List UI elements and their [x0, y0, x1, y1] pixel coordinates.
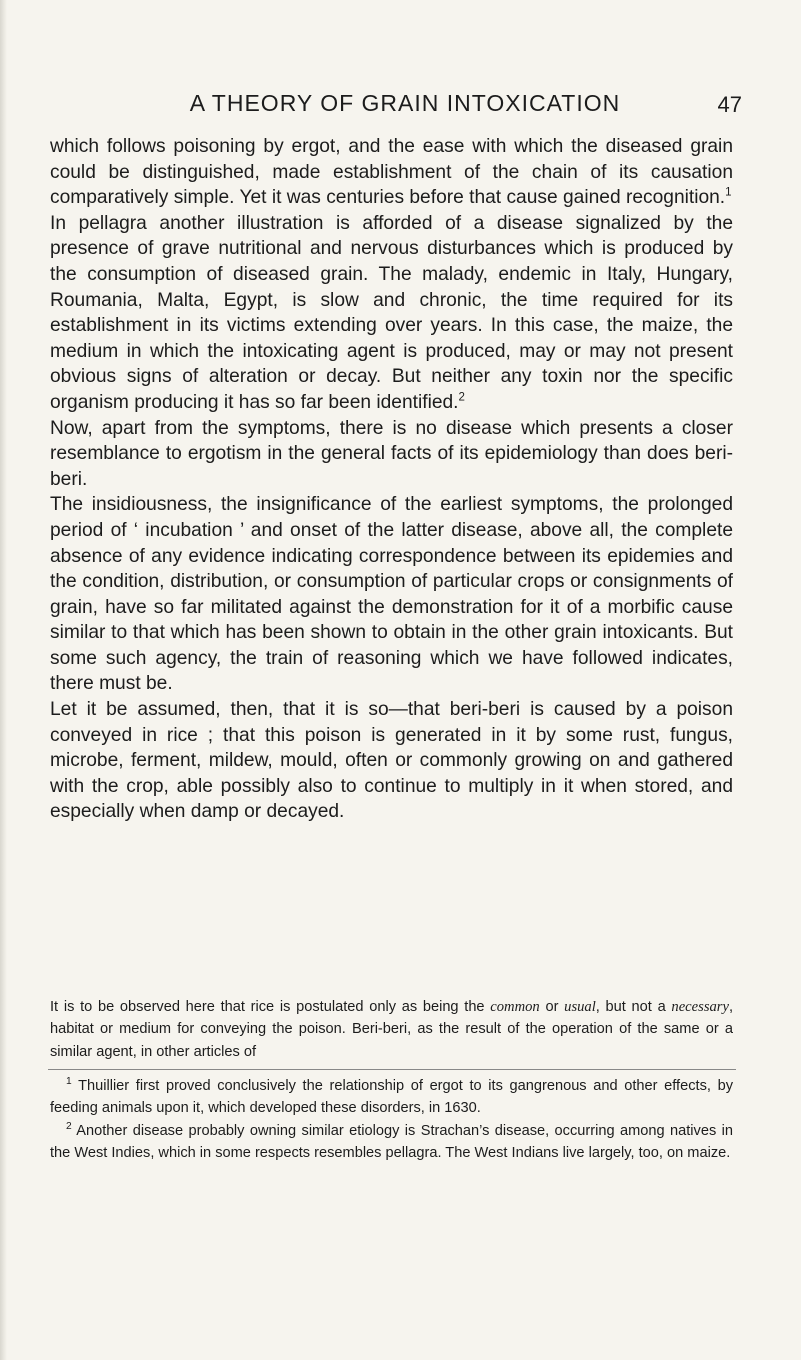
paragraph-3: Now, apart from the symptoms, there is no disease which presents a closer resemblance to ergotism in the general facts of its epidemiology than does beri-beri. [50, 417, 733, 490]
paragraph-2: In pellagra another illustration is afforded of a disease signalized by the presence of grave nutritional and nervous disturbances which is produced by the consumption of diseased grain. The malady, endemic in Italy, Hungary, Roumania, Malta, Egypt, is slow and chronic, the time required for its establishment in its victims extending over years. In this case, the maize, the medium in which the intoxicating agent is produced, may or may not present obvious signs of alteration or decay. But neither any toxin nor the specific organism producing it has so far been identified.$^2$ [50, 212, 733, 413]
paragraph-4: The insidiousness, the insignificance of the earliest symptoms, the prolonged period of ‘ incubation ’ and onset of the latter disease, above all, the complete absence of any evidence indicating correspondence between its epidemies and the condition, distribution, or consumption of particular crops or consignments of grain, have so far militated against the demonstration for it of a morbific cause similar to that which has been shown to obtain in the other grain intoxicants. But some such agency, the train of reasoning which we have followed indicates, there must be. [50, 494, 733, 695]
footnote-divider [48, 1069, 736, 1070]
paragraph-5: Let it be assumed, then, that it is so—that beri-beri is caused by a poison conveyed in rice ; that this poison is generated in it by some rust, fungus, microbe, ferment, mildew, mould, often or commonly growing on and gathered with the crop, able possibly also to continue to multiply in it when stored, and especially when damp or decayed. [50, 699, 733, 823]
emphasis-usual: usual [564, 999, 596, 1015]
note-paragraph: It is to be observed here that rice is postulated only as being the common or usual, but not a necessary, habitat or medium for conveying the poison. Beri-beri, as the result of the operation of the same or a similar agent, in other articles of [50, 999, 734, 1060]
footnote-2: $^2$ Another disease probably owning similar etiology is Strachan’s disease, occurring among natives in the West Indies, which in some respects resembles pellagra. The West Indians live largely, too, on maize. [50, 1120, 733, 1162]
footnote-1: $^1$ Thuillier first proved conclusively the relationship of ergot to its gangrenous and other effects, by feeding animals upon it, which developed these disorders, in 1630. [50, 1076, 733, 1117]
footnote-mark-2: 2 [66, 1120, 72, 1132]
running-head [40, 90, 742, 130]
footnote-mark-1: 1 [66, 1076, 72, 1088]
emphasis-necessary: necessary [671, 999, 729, 1015]
main-text [50, 134, 733, 825]
running-title: A THEORY OF GRAIN INTOXICATION [189, 90, 621, 116]
emphasis-common: common [490, 999, 540, 1015]
paragraph-1: which follows poisoning by ergot, and the ease with which the diseased grain could be distinguished, made establishment of the chain of its causation comparatively simple. Yet it was centuries before that cause gained recognition.$^1$ [50, 136, 733, 209]
page-edge [0, 0, 7, 1360]
footnote-ref-2: 2 [458, 391, 465, 404]
page-number: 47 [717, 92, 742, 117]
footnote-ref-1: 1 [725, 186, 732, 199]
footnotes [50, 1075, 733, 1165]
